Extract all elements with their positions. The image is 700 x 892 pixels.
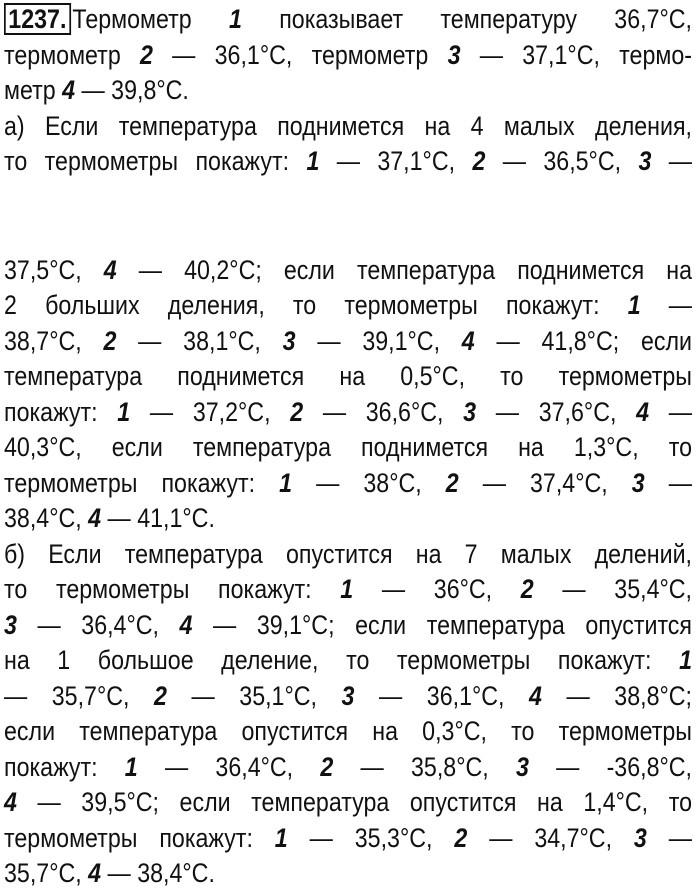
line-content: то термометры покажут: 1 — 37,1°С, 2 — 36,5°С, 3 — (4, 146, 692, 176)
text-line-1 (4, 2, 692, 38)
line-content: 4 — 39,5°С; если температура опустится на 1,4°С, то (4, 787, 692, 817)
text-line-16 (4, 608, 692, 644)
line-content: 3 — 36,4°С, 4 — 39,1°С; если температура опустится (4, 609, 693, 640)
thermometer-number: 1 (340, 574, 354, 604)
thermometer-number: 2 (320, 751, 334, 782)
line-content: на 1 большое деление, то термометры покажут: 1 (4, 645, 692, 675)
blank-gap (4, 180, 692, 253)
line-content: 40,3°С, если температура поднимется на 1,3°С, то (4, 432, 692, 462)
thermometer-number: 3 (447, 39, 461, 70)
line-content: 38,4°С, 4 — 41,1°С. (4, 503, 215, 533)
thermometer-number: 1 (279, 467, 293, 498)
line-content: 35,7°С, 4 — 38,4°С. (4, 858, 215, 888)
text-line-21 (4, 785, 692, 821)
line-content: 37,5°С, 4 — 40,2°С; если температура поднимется на (4, 254, 693, 285)
text-line-12 (4, 466, 692, 502)
thermometer-number: 3 (463, 396, 477, 427)
line-content: б) Если температура опустится на 7 малых делений, (4, 538, 692, 569)
thermometer-number: 2 (472, 146, 486, 176)
text-line-20 (4, 750, 692, 786)
thermometer-number: 2 (139, 39, 153, 70)
line-content: термометры покажут: 1 — 35,3°С, 2 — 34,7°С, 3 — (4, 822, 692, 853)
thermometer-number: 1 (117, 396, 131, 427)
thermometer-number: 1 (306, 146, 320, 176)
text-line-3 (4, 73, 692, 109)
line-content: температура поднимется на 0,5°С, то термометры (4, 361, 692, 391)
thermometer-number: 4 (529, 680, 542, 711)
thermometer-number: 3 (341, 680, 355, 711)
thermometer-number: 1 (679, 645, 692, 675)
line-content: термометры покажут: 1 — 38°С, 2 — 37,4°С, 3 — (4, 467, 692, 498)
problem-page (4, 2, 692, 892)
text-line-5 (4, 144, 692, 180)
line-content: если температура опустится на 0,3°С, то термометры (4, 716, 692, 746)
line-content: — 35,7°С, 2 — 35,1°С, 3 — 36,1°С, 4 — 38,8°С; (4, 680, 692, 711)
line-content: Термометр 1 показывает температуру 36,7°С, (72, 4, 692, 34)
text-line-13 (4, 501, 692, 537)
text-line-18 (4, 679, 692, 715)
thermometer-number: 4 (62, 75, 76, 105)
text-line-19 (4, 714, 692, 750)
thermometer-number: 4 (4, 787, 17, 817)
thermometer-number: 4 (88, 503, 102, 533)
text-line-15 (4, 572, 692, 608)
thermometer-number: 1 (124, 751, 138, 782)
thermometer-number: 3 (638, 146, 652, 176)
thermometer-number: 1 (228, 4, 242, 34)
thermometer-number: 2 (103, 325, 117, 356)
thermometer-number: 2 (290, 396, 304, 427)
thermometer-number: 1 (274, 822, 288, 853)
text-line-2 (4, 38, 692, 74)
thermometer-number: 2 (445, 467, 459, 498)
line-content: покажут: 1 — 37,2°С, 2 — 36,6°С, 3 — 37,6°С, 4 — (4, 396, 692, 427)
thermometer-number: 2 (154, 680, 167, 711)
thermometer-number: 3 (515, 751, 529, 782)
thermometer-number: 4 (636, 396, 650, 427)
line-content: 38,7°С, 2 — 38,1°С, 3 — 39,1°С, 4 — 41,8°С; если (4, 325, 692, 356)
thermometer-number: 2 (454, 822, 468, 853)
text-line-6 (4, 253, 692, 289)
text-line-9 (4, 359, 692, 395)
text-line-4 (4, 109, 692, 145)
thermometer-number: 4 (179, 609, 193, 640)
thermometer-number: 1 (627, 290, 641, 320)
thermometer-number: 4 (88, 858, 102, 888)
text-line-10 (4, 395, 692, 431)
thermometer-number: 3 (4, 609, 17, 640)
line-content: термометр 2 — 36,1°С, термометр 3 — 37,1°С, термо- (4, 39, 692, 70)
line-content: то термометры покажут: 1 — 36°С, 2 — 35,4°С, (4, 574, 692, 604)
line-content: метр 4 — 39,8°С. (4, 75, 189, 105)
text-line-22 (4, 821, 692, 857)
thermometer-number: 3 (633, 822, 647, 853)
text-line-7 (4, 288, 692, 324)
problem-number: 1237. (4, 3, 71, 35)
line-content: а) Если температура поднимется на 4 малых деления, (4, 110, 692, 141)
text-line-23 (4, 856, 692, 892)
text-line-8 (4, 324, 692, 360)
text-line-11 (4, 430, 692, 466)
thermometer-number: 3 (631, 467, 645, 498)
thermometer-number: 2 (520, 574, 534, 604)
thermometer-number: 4 (103, 254, 117, 285)
line-content: 2 больших деления, то термометры покажут: 1 — (4, 290, 692, 320)
line-content: покажут: 1 — 36,4°С, 2 — 35,8°С, 3 — -36,8°С, (4, 751, 692, 782)
thermometer-number: 3 (282, 325, 296, 356)
text-line-17 (4, 643, 692, 679)
text-line-14 (4, 537, 692, 573)
thermometer-number: 4 (461, 325, 475, 356)
